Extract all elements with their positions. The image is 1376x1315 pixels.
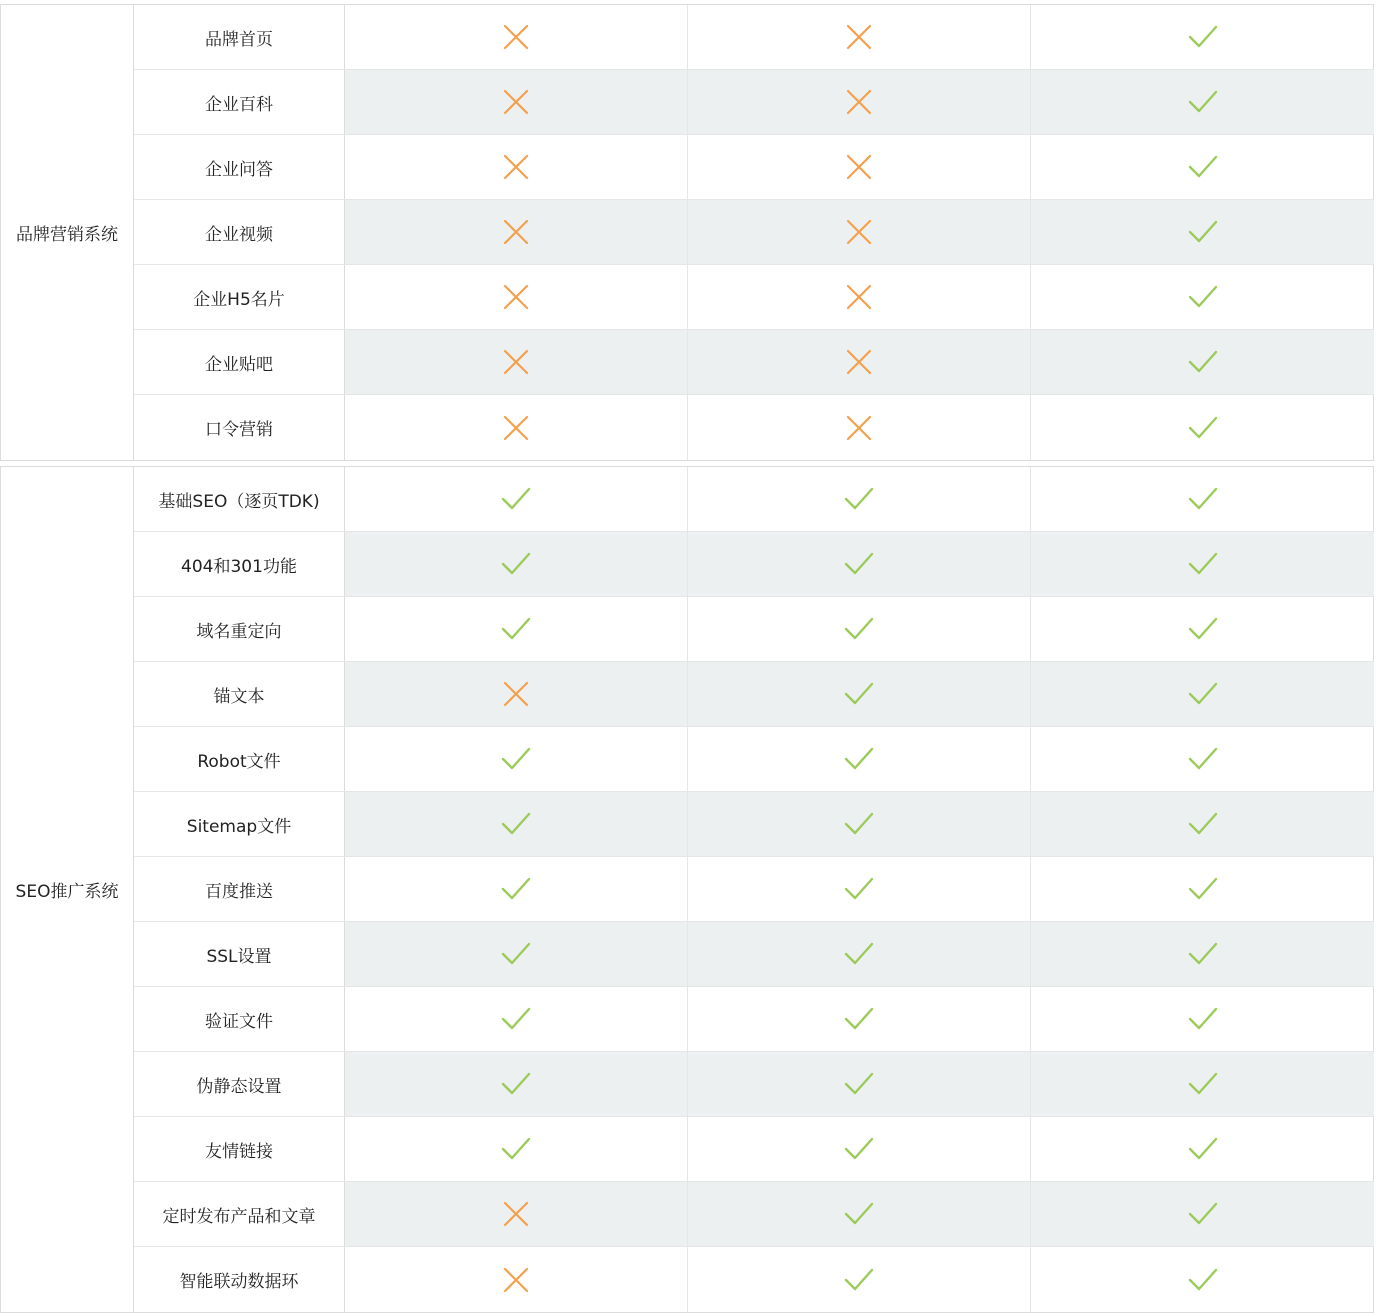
feature-name: Robot文件: [134, 727, 345, 791]
feature-name: 品牌首页: [134, 5, 345, 69]
table-row: [134, 395, 1374, 460]
check-icon: [844, 1069, 874, 1099]
plan-cell-2: [688, 395, 1031, 460]
feature-name: 404和301功能: [134, 532, 345, 596]
plan-cell-2: [688, 727, 1031, 791]
check-icon: [844, 549, 874, 579]
check-icon: [844, 1265, 874, 1295]
feature-name: 口令营销: [134, 395, 345, 460]
table-row: [134, 1247, 1374, 1312]
feature-rows: [134, 5, 1374, 460]
cross-icon: [844, 217, 874, 247]
feature-name: 企业问答: [134, 135, 345, 199]
plan-cell-3: [1031, 857, 1374, 921]
check-icon: [1188, 939, 1218, 969]
check-icon: [1188, 152, 1218, 182]
plan-cell-3: [1031, 395, 1374, 460]
plan-cell-2: [688, 857, 1031, 921]
plan-cell-1: [345, 532, 688, 596]
feature-name: SSL设置: [134, 922, 345, 986]
cross-icon: [844, 347, 874, 377]
plan-cell-2: [688, 1052, 1031, 1116]
plan-cell-3: [1031, 265, 1374, 329]
check-icon: [1188, 614, 1218, 644]
table-row: [134, 135, 1374, 200]
check-icon: [1188, 1265, 1218, 1295]
category-label: 品牌营销系统: [1, 5, 134, 460]
check-icon: [1188, 87, 1218, 117]
plan-cell-3: [1031, 1182, 1374, 1246]
plan-cell-3: [1031, 662, 1374, 726]
check-icon: [501, 1004, 531, 1034]
plan-cell-2: [688, 467, 1031, 531]
plan-cell-2: [688, 987, 1031, 1051]
plan-cell-2: [688, 70, 1031, 134]
feature-name: 锚文本: [134, 662, 345, 726]
plan-cell-2: [688, 200, 1031, 264]
cross-icon: [501, 152, 531, 182]
table-row: [134, 597, 1374, 662]
table-row: [134, 857, 1374, 922]
plan-cell-1: [345, 922, 688, 986]
plan-cell-3: [1031, 532, 1374, 596]
check-icon: [501, 744, 531, 774]
plan-cell-3: [1031, 1117, 1374, 1181]
plan-cell-1: [345, 265, 688, 329]
feature-name: 基础SEO（逐页TDK): [134, 467, 345, 531]
check-icon: [501, 874, 531, 904]
feature-name: 企业视频: [134, 200, 345, 264]
check-icon: [844, 744, 874, 774]
table-row: [134, 1117, 1374, 1182]
check-icon: [501, 614, 531, 644]
feature-name: 企业贴吧: [134, 330, 345, 394]
table-row: [134, 70, 1374, 135]
plan-cell-2: [688, 1182, 1031, 1246]
check-icon: [501, 484, 531, 514]
check-icon: [1188, 1004, 1218, 1034]
feature-name: 验证文件: [134, 987, 345, 1051]
feature-name: Sitemap文件: [134, 792, 345, 856]
plan-cell-3: [1031, 200, 1374, 264]
plan-cell-3: [1031, 1052, 1374, 1116]
feature-rows: [134, 467, 1374, 1312]
plan-cell-1: [345, 662, 688, 726]
plan-cell-1: [345, 987, 688, 1051]
check-icon: [1188, 217, 1218, 247]
check-icon: [501, 939, 531, 969]
feature-name: 企业百科: [134, 70, 345, 134]
plan-cell-3: [1031, 727, 1374, 791]
cross-icon: [501, 679, 531, 709]
plan-cell-1: [345, 70, 688, 134]
check-icon: [1188, 874, 1218, 904]
check-icon: [501, 1069, 531, 1099]
plan-cell-1: [345, 1247, 688, 1312]
check-icon: [1188, 484, 1218, 514]
check-icon: [844, 939, 874, 969]
cross-icon: [501, 1265, 531, 1295]
plan-cell-2: [688, 265, 1031, 329]
plan-cell-2: [688, 792, 1031, 856]
plan-cell-3: [1031, 5, 1374, 69]
plan-cell-1: [345, 792, 688, 856]
plan-cell-3: [1031, 1247, 1374, 1312]
plan-cell-1: [345, 330, 688, 394]
check-icon: [1188, 413, 1218, 443]
plan-cell-1: [345, 200, 688, 264]
check-icon: [844, 1199, 874, 1229]
check-icon: [1188, 282, 1218, 312]
plan-cell-3: [1031, 135, 1374, 199]
table-row: [134, 5, 1374, 70]
plan-cell-1: [345, 1182, 688, 1246]
plan-cell-3: [1031, 922, 1374, 986]
check-icon: [844, 484, 874, 514]
plan-cell-3: [1031, 597, 1374, 661]
plan-cell-3: [1031, 467, 1374, 531]
check-icon: [844, 874, 874, 904]
feature-name: 友情链接: [134, 1117, 345, 1181]
section-brand-marketing: [0, 4, 1374, 461]
table-row: [134, 792, 1374, 857]
table-row: [134, 922, 1374, 987]
check-icon: [844, 1134, 874, 1164]
plan-cell-2: [688, 5, 1031, 69]
cross-icon: [844, 413, 874, 443]
plan-cell-2: [688, 922, 1031, 986]
check-icon: [1188, 744, 1218, 774]
plan-cell-2: [688, 135, 1031, 199]
check-icon: [1188, 1134, 1218, 1164]
table-row: [134, 727, 1374, 792]
cross-icon: [501, 217, 531, 247]
check-icon: [1188, 347, 1218, 377]
table-row: [134, 1182, 1374, 1247]
plan-cell-3: [1031, 792, 1374, 856]
plan-cell-1: [345, 1052, 688, 1116]
category-label: SEO推广系统: [1, 467, 134, 1312]
plan-cell-1: [345, 395, 688, 460]
check-icon: [844, 809, 874, 839]
plan-cell-1: [345, 135, 688, 199]
cross-icon: [501, 413, 531, 443]
plan-cell-1: [345, 5, 688, 69]
cross-icon: [844, 282, 874, 312]
table-row: [134, 662, 1374, 727]
feature-name: 智能联动数据环: [134, 1247, 345, 1312]
table-row: [134, 532, 1374, 597]
check-icon: [501, 549, 531, 579]
plan-cell-3: [1031, 987, 1374, 1051]
plan-cell-2: [688, 1117, 1031, 1181]
cross-icon: [844, 152, 874, 182]
cross-icon: [844, 22, 874, 52]
plan-cell-2: [688, 1247, 1031, 1312]
table-row: [134, 200, 1374, 265]
table-row: [134, 265, 1374, 330]
check-icon: [1188, 22, 1218, 52]
cross-icon: [501, 87, 531, 117]
check-icon: [844, 679, 874, 709]
plan-cell-3: [1031, 70, 1374, 134]
check-icon: [1188, 809, 1218, 839]
cross-icon: [501, 347, 531, 377]
section-seo-promotion: [0, 466, 1374, 1313]
check-icon: [1188, 549, 1218, 579]
check-icon: [1188, 1199, 1218, 1229]
check-icon: [1188, 1069, 1218, 1099]
cross-icon: [501, 282, 531, 312]
table-row: [134, 987, 1374, 1052]
check-icon: [1188, 679, 1218, 709]
feature-name: 定时发布产品和文章: [134, 1182, 345, 1246]
plan-cell-1: [345, 727, 688, 791]
check-icon: [501, 1134, 531, 1164]
plan-cell-1: [345, 467, 688, 531]
table-row: [134, 467, 1374, 532]
feature-name: 域名重定向: [134, 597, 345, 661]
check-icon: [501, 809, 531, 839]
plan-cell-1: [345, 597, 688, 661]
feature-name: 百度推送: [134, 857, 345, 921]
plan-cell-2: [688, 597, 1031, 661]
feature-name: 企业H5名片: [134, 265, 345, 329]
plan-cell-2: [688, 662, 1031, 726]
plan-cell-2: [688, 532, 1031, 596]
table-row: [134, 330, 1374, 395]
cross-icon: [501, 22, 531, 52]
check-icon: [844, 614, 874, 644]
plan-cell-1: [345, 1117, 688, 1181]
plan-cell-3: [1031, 330, 1374, 394]
cross-icon: [844, 87, 874, 117]
check-icon: [844, 1004, 874, 1034]
plan-cell-2: [688, 330, 1031, 394]
feature-name: 伪静态设置: [134, 1052, 345, 1116]
cross-icon: [501, 1199, 531, 1229]
plan-cell-1: [345, 857, 688, 921]
table-row: [134, 1052, 1374, 1117]
